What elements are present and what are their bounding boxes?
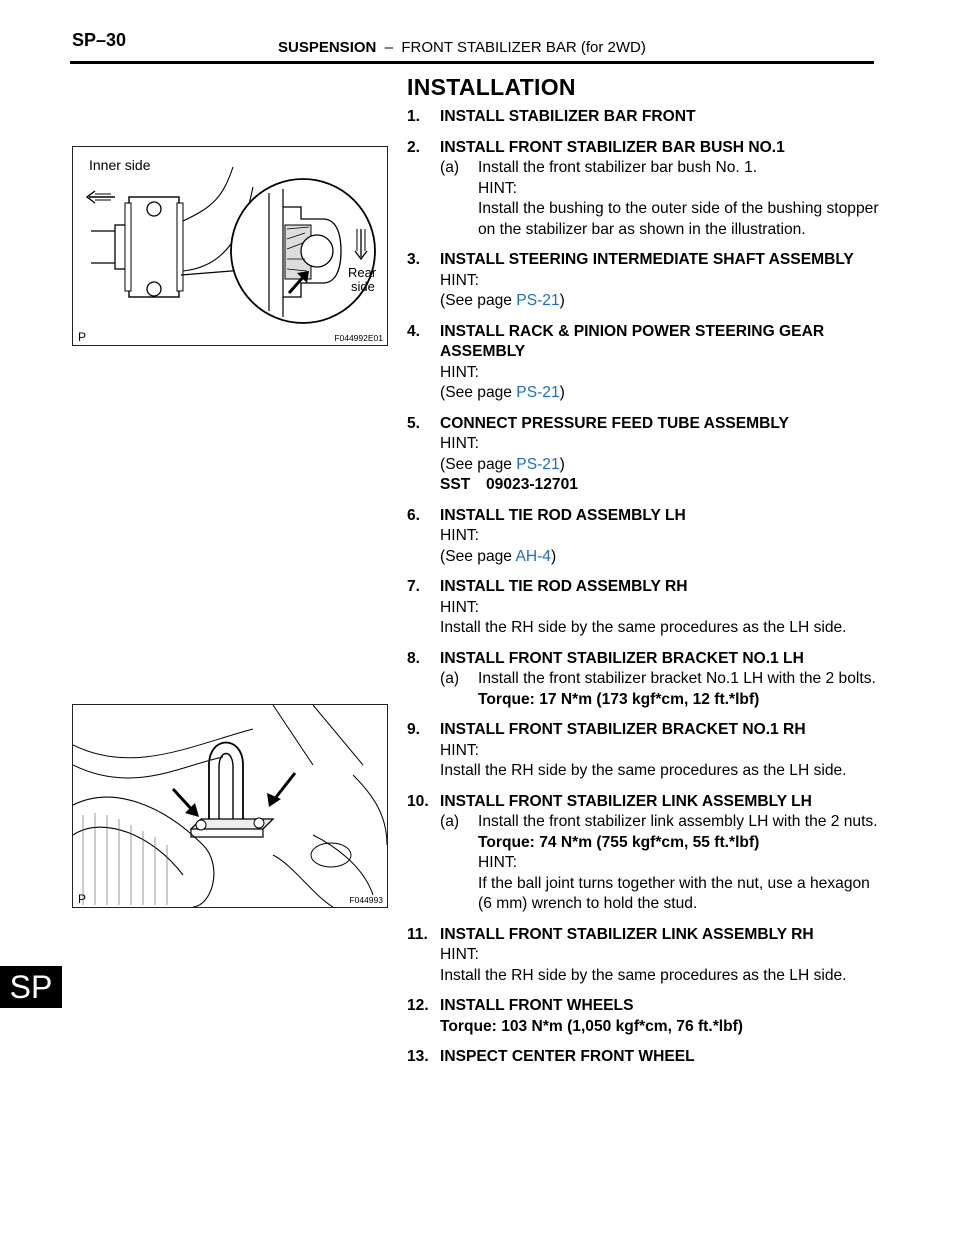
- note-text: Install the RH side by the same procedures as the LH side.: [440, 619, 847, 636]
- step: [407, 138, 882, 241]
- step-title: INSTALL TIE ROD ASSEMBLY RH: [440, 578, 688, 595]
- bracket-illustration: [73, 705, 387, 907]
- step-number: 12.: [407, 997, 429, 1014]
- hint-label: HINT:: [440, 946, 479, 963]
- hint-label: HINT:: [440, 741, 479, 759]
- step-number: 5.: [407, 414, 421, 432]
- section-tab[interactable]: SP: [0, 966, 62, 1008]
- note-text: Install the RH side by the same procedures as the LH side.: [440, 762, 847, 779]
- step-title: INSTALL FRONT STABILIZER LINK ASSEMBLY LH: [440, 792, 812, 810]
- header-subtitle: FRONT STABILIZER BAR (for 2WD): [401, 39, 646, 56]
- step-number: 11.: [407, 925, 428, 943]
- label-rear: Rear: [348, 265, 377, 280]
- see-page: [440, 547, 882, 568]
- note-text: If the ball joint turns together with the nut, use a hexagon (6 mm) wrench to hold the stud.: [478, 874, 870, 912]
- step: [407, 792, 882, 915]
- step: [407, 506, 882, 568]
- step-number: 3.: [407, 251, 421, 268]
- step-title: INSTALL TIE ROD ASSEMBLY LH: [440, 506, 686, 524]
- header-separator: –: [384, 39, 394, 56]
- step: [407, 720, 882, 782]
- sub-text: Install the front stabilizer bracket No.1 LH with the 2 bolts.: [478, 670, 876, 687]
- step-title: INSTALL RACK & PINION POWER STEERING GEAR ASSEMBLY: [440, 322, 825, 360]
- step-number: 7.: [407, 578, 421, 595]
- see-prefix: (See page: [440, 547, 516, 565]
- hint-label: HINT:: [440, 435, 479, 452]
- page-title: INSTALLATION: [407, 74, 576, 100]
- see-page: [440, 291, 882, 312]
- sub-text: Install the front stabilizer link assembly LH with the 2 nuts.: [478, 813, 878, 830]
- step: [407, 322, 882, 404]
- note-text: Install the bushing to the outer side of the bushing stopper on the stabilizer bar as shown in the illustration.: [478, 200, 879, 238]
- figure-p-mark: P: [78, 330, 87, 344]
- step-title: INSTALL FRONT STABILIZER BRACKET NO.1 LH: [440, 649, 804, 667]
- step: [407, 577, 882, 639]
- step-number: 9.: [407, 721, 421, 738]
- see-suffix: ): [559, 384, 565, 401]
- see-suffix: ): [550, 547, 557, 565]
- page-link[interactable]: PS-21: [516, 384, 560, 401]
- see-page: [440, 455, 882, 476]
- see-suffix: ): [559, 292, 565, 309]
- step-number: 10.: [407, 792, 429, 810]
- figure-bushing-illustration: [72, 146, 388, 346]
- figure-id: F044992E01: [334, 333, 383, 343]
- see-page: [440, 383, 882, 404]
- step-title: CONNECT PRESSURE FEED TUBE ASSEMBLY: [440, 414, 789, 432]
- step: [407, 107, 882, 128]
- figure-id: F044993: [349, 895, 383, 905]
- step: [407, 250, 882, 312]
- page-link[interactable]: PS-21: [516, 292, 560, 309]
- step-number: 4.: [407, 322, 421, 340]
- torque-spec: Torque: 103 N*m (1,050 kgf*cm, 76 ft.*lbf): [440, 1017, 744, 1035]
- header-title: [278, 39, 646, 56]
- step-number: 2.: [407, 138, 421, 156]
- header-rule: [70, 61, 874, 64]
- figure-bracket-photo: [72, 704, 388, 908]
- step: [407, 996, 882, 1037]
- see-prefix: (See page: [440, 292, 517, 309]
- torque-spec: Torque: 74 N*m (755 kgf*cm, 55 ft.*lbf): [478, 833, 760, 851]
- step: [407, 1047, 882, 1068]
- sst-line: [440, 475, 882, 496]
- sst-label: SST: [440, 476, 471, 493]
- step-title: INSTALL FRONT STABILIZER BRACKET NO.1 RH: [440, 721, 806, 738]
- step-title: INSTALL FRONT STABILIZER LINK ASSEMBLY RH: [440, 925, 814, 943]
- label-inner-side: Inner side: [89, 157, 151, 173]
- sub-label: (a): [440, 159, 460, 176]
- step-title: INSTALL STABILIZER BAR FRONT: [440, 108, 696, 125]
- step-number: 6.: [407, 506, 421, 524]
- step-number: 1.: [407, 108, 421, 125]
- sub-label: (a): [440, 813, 460, 830]
- step-title: INSTALL FRONT WHEELS: [440, 997, 634, 1014]
- page-link[interactable]: PS-21: [516, 455, 560, 473]
- step-number: 8.: [407, 649, 421, 667]
- bushing-diagram: [73, 147, 387, 345]
- see-suffix: ): [559, 455, 565, 473]
- figure-p-mark: P: [78, 892, 87, 906]
- sub-text: Install the front stabilizer bar bush No. 1.: [478, 159, 758, 176]
- hint-label: HINT:: [440, 363, 479, 381]
- label-side: side: [351, 279, 375, 294]
- step: [407, 649, 882, 711]
- step-number: 13.: [407, 1048, 429, 1065]
- step-title: INSTALL FRONT STABILIZER BAR BUSH NO.1: [440, 138, 785, 156]
- step: [407, 414, 882, 496]
- hint-label: HINT:: [478, 179, 517, 197]
- hint-label: HINT:: [440, 271, 479, 289]
- sub-label: (a): [440, 670, 460, 687]
- header-section: SUSPENSION: [278, 39, 377, 56]
- hint-label: HINT:: [478, 854, 517, 871]
- step-title: INSPECT CENTER FRONT WHEEL: [440, 1048, 695, 1065]
- sst-value: 09023-12701: [486, 476, 578, 493]
- step: [407, 925, 882, 987]
- see-prefix: (See page: [440, 384, 517, 401]
- hint-label: HINT:: [440, 527, 479, 544]
- installation-steps: [407, 107, 882, 1078]
- torque-spec: Torque: 17 N*m (173 kgf*cm, 12 ft.*lbf): [478, 690, 760, 708]
- see-prefix: (See page: [440, 455, 517, 473]
- step-title: INSTALL STEERING INTERMEDIATE SHAFT ASSEMBLY: [440, 251, 854, 268]
- page-code: SP–30: [72, 30, 127, 50]
- note-text: Install the RH side by the same procedures as the LH side.: [440, 966, 847, 984]
- page-link[interactable]: AH-4: [515, 547, 551, 565]
- hint-label: HINT:: [440, 598, 479, 616]
